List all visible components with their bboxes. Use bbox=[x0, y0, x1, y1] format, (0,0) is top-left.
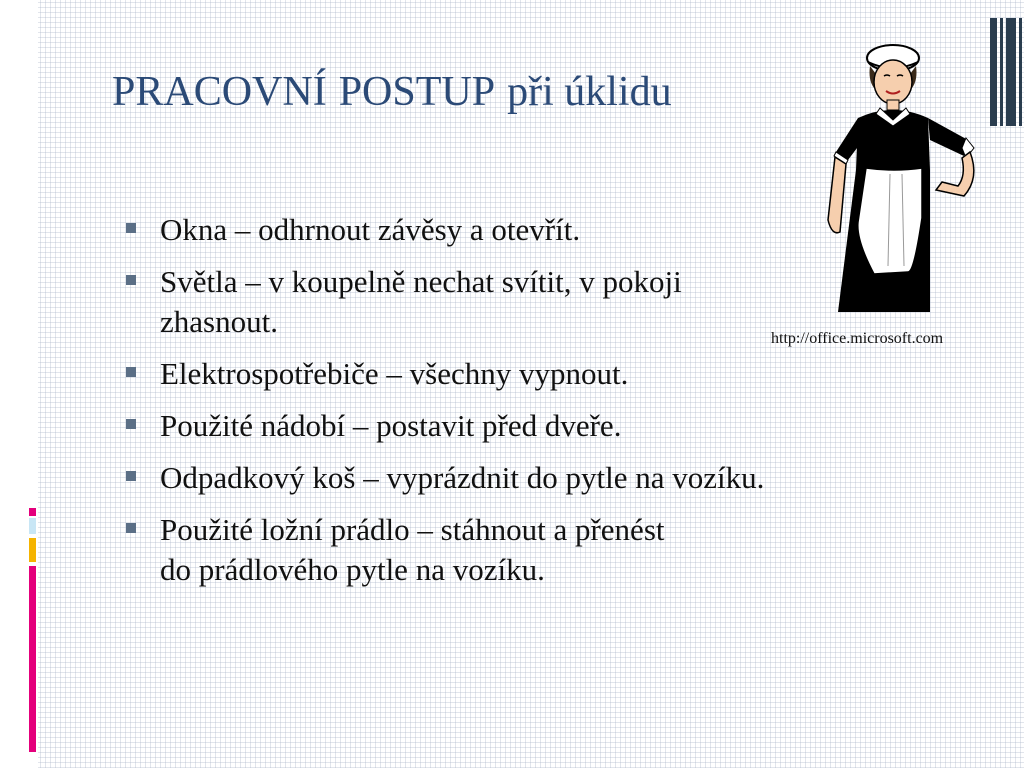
right-decorative-bars bbox=[984, 18, 1024, 126]
bullet-item bbox=[122, 510, 952, 590]
maid-illustration bbox=[818, 40, 988, 320]
bullet-marker-icon bbox=[126, 223, 136, 233]
bullet-item bbox=[122, 458, 952, 498]
accent-bar-pink-top bbox=[29, 508, 36, 516]
bullet-text: Světla – v koupelně nechat svítit, v pokoji bbox=[160, 264, 682, 299]
bullet-marker-icon bbox=[126, 523, 136, 533]
bullet-text-continued: zhasnout. bbox=[160, 304, 278, 339]
bullet-text: Odpadkový koš – vyprázdnit do pytle na vozíku. bbox=[160, 460, 765, 495]
bullet-text: Použité nádobí – postavit před dveře. bbox=[160, 408, 622, 443]
title-part-3: při úklidu bbox=[507, 69, 672, 115]
bullet-text: Použité ložní prádlo – stáhnout a přenést bbox=[160, 512, 665, 547]
title-part-2: POSTUP bbox=[338, 69, 496, 115]
title-part-1: PRACOVNÍ bbox=[112, 69, 327, 115]
slide-title bbox=[112, 68, 672, 116]
image-credit: http://office.microsoft.com bbox=[771, 330, 944, 347]
bullet-item bbox=[122, 406, 952, 446]
bullet-marker-icon bbox=[126, 275, 136, 285]
bullet-text: Elektrospotřebiče – všechny vypnout. bbox=[160, 356, 629, 391]
bullet-marker-icon bbox=[126, 419, 136, 429]
bullet-text-continued: do prádlového pytle na vozíku. bbox=[160, 552, 545, 587]
bullet-item bbox=[122, 354, 952, 394]
accent-bar-pink-bottom bbox=[29, 566, 36, 752]
accent-bar-light-blue bbox=[29, 518, 36, 534]
bullet-marker-icon bbox=[126, 471, 136, 481]
bullet-text: Okna – odhrnout závěsy a otevřít. bbox=[160, 212, 581, 247]
bullet-marker-icon bbox=[126, 367, 136, 377]
accent-bar-yellow bbox=[29, 538, 36, 562]
